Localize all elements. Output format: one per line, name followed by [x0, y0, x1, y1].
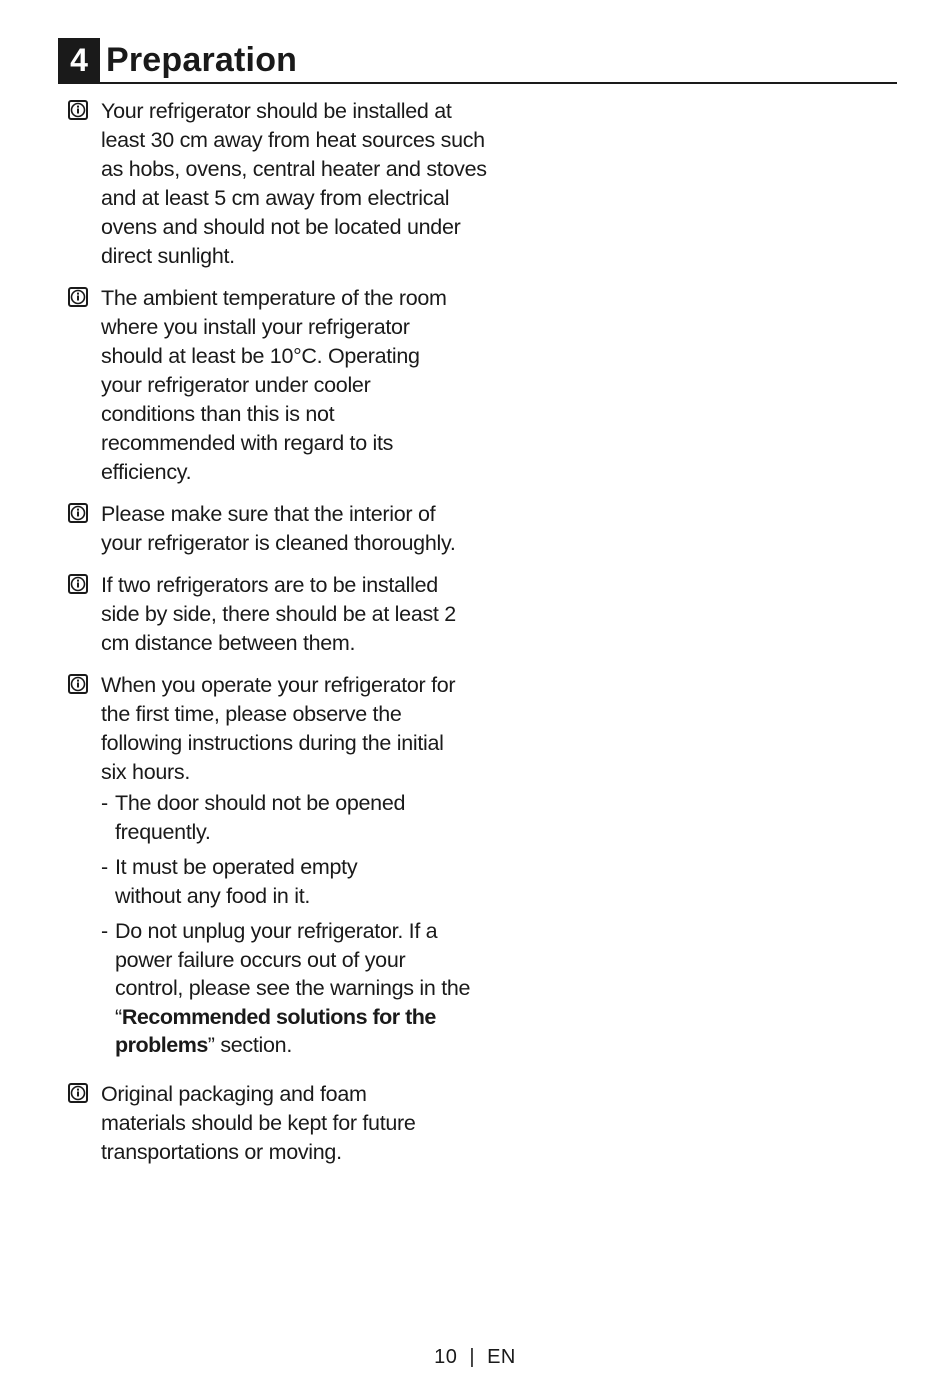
sub-item-text: ” section. [207, 1033, 293, 1057]
sub-list-item [101, 917, 475, 1060]
sub-item-text: Do not unplug your refrigerator. If a power failure occurs out of your control, please see the warnings in the “ [115, 919, 471, 1029]
sub-item-text: It must be operated empty without any food in it. [115, 855, 358, 908]
footer-separator: | [469, 1346, 476, 1368]
info-icon [68, 287, 88, 307]
language-code: EN [487, 1346, 516, 1368]
note-item [68, 500, 488, 558]
bullet-dash: - [101, 919, 108, 943]
note-text: Please make sure that the interior of your refrigerator is cleaned thoroughly. [101, 502, 456, 555]
sub-list-item [101, 789, 455, 846]
section-reference: Recommended solutions for the problems [115, 1004, 436, 1057]
note-item [68, 97, 488, 271]
sub-item-text: The door should not be opened frequently. [115, 791, 406, 844]
chapter-title: Preparation [106, 41, 298, 79]
note-item [68, 671, 488, 1060]
chapter-header [58, 38, 897, 84]
note-text: When you operate your refrigerator for the first time, please observe the following instructions during the initial six hours. [101, 673, 456, 784]
page-footer [0, 1346, 950, 1369]
notes-list [68, 97, 488, 1179]
note-item [68, 284, 488, 487]
info-icon [68, 503, 88, 523]
note-text: If two refrigerators are to be installed side by side, there should be at least 2 cm distance between them. [101, 573, 456, 655]
chapter-number: 4 [58, 38, 100, 82]
note-text: Original packaging and foam materials should be kept for future transportations or moving. [101, 1081, 416, 1164]
note-item [68, 571, 488, 658]
info-icon [68, 100, 88, 120]
info-icon [68, 1083, 88, 1103]
sub-list-item [101, 853, 415, 910]
note-text: The ambient temperature of the room where you install your refrigerator should at least be 10°C. Operating your refrigerator under cooler conditions than this is not recommended with regard to its efficiency. [101, 286, 447, 484]
info-icon [68, 674, 88, 694]
note-item [68, 1080, 488, 1167]
page-number: 10 [434, 1346, 458, 1368]
bullet-dash: - [101, 791, 108, 815]
bullet-dash: - [101, 855, 108, 879]
note-text: Your refrigerator should be installed at least 30 cm away from heat sources such as hobs, ovens, central heater and stoves and at least 5 cm away from electrical ovens and should not be located under direct sunlight. [101, 99, 487, 268]
info-icon [68, 574, 88, 594]
